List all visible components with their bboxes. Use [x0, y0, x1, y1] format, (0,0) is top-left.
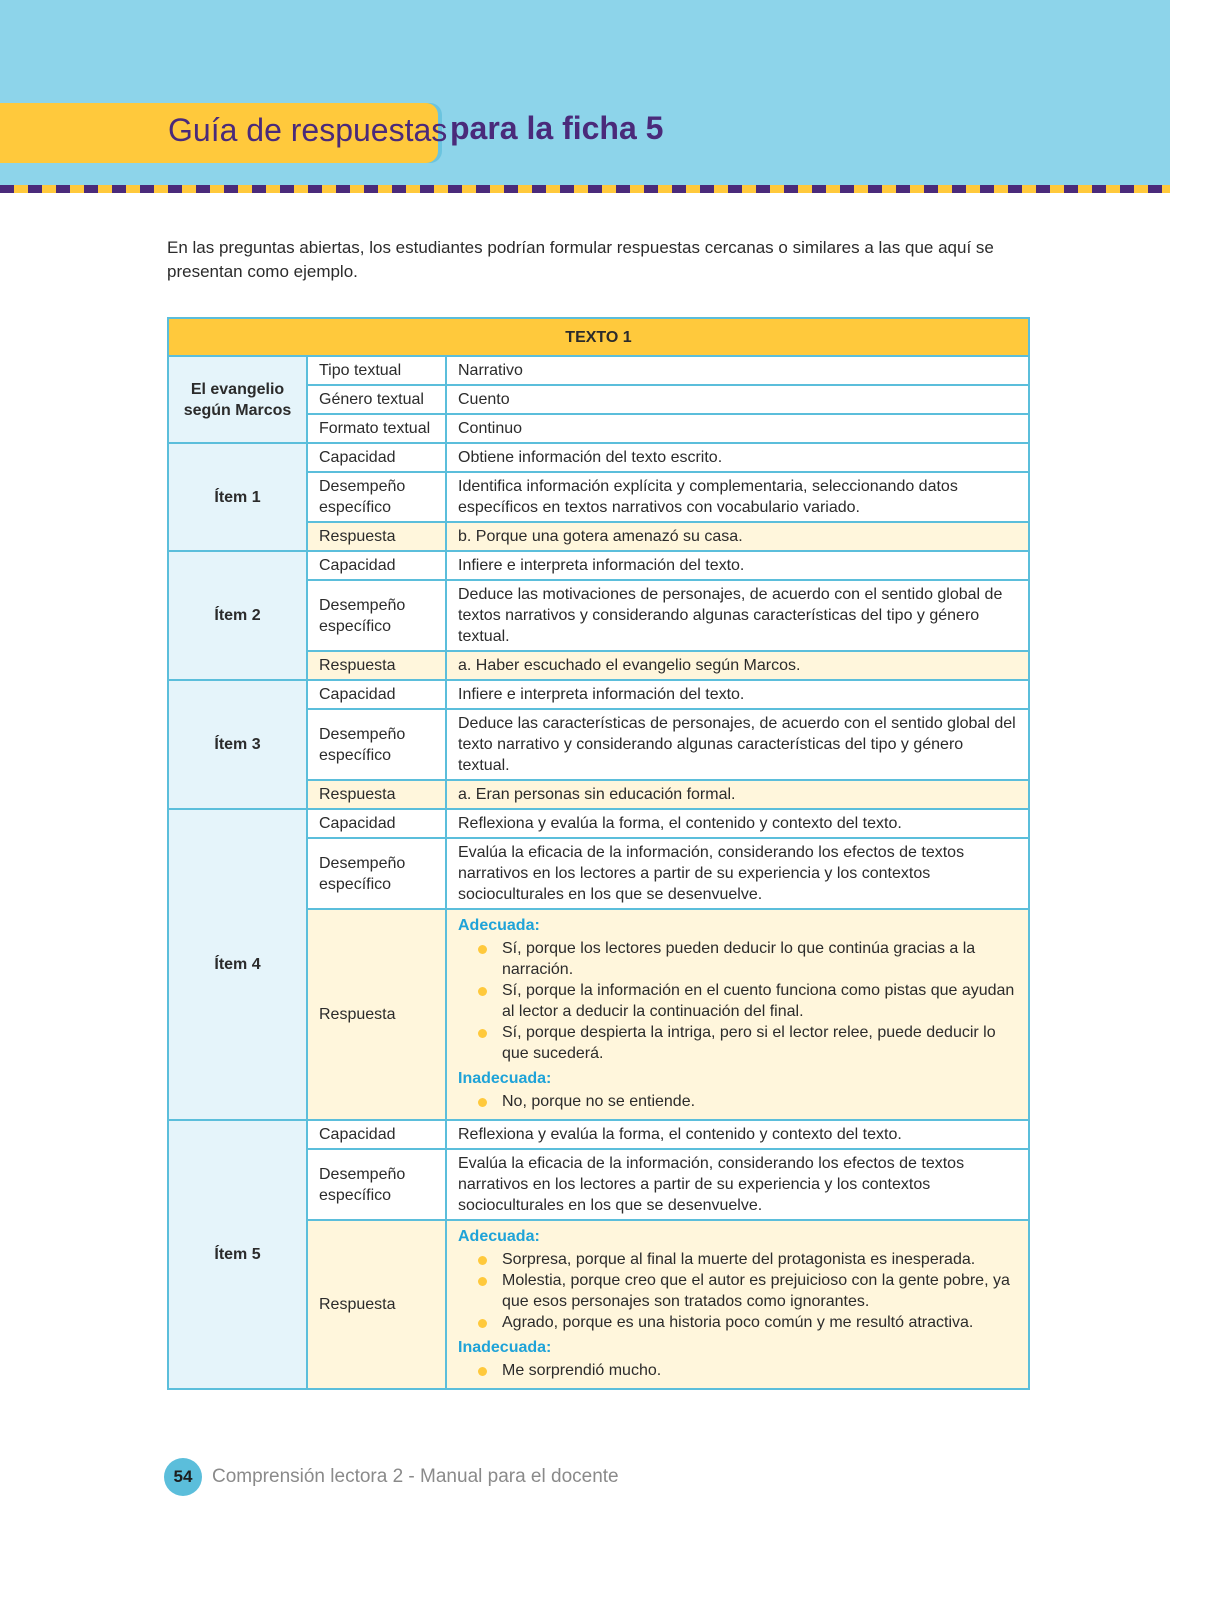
- adecuada-label: Adecuada:: [458, 1228, 540, 1245]
- intro-text: En las preguntas abiertas, los estudiantes podrían formular respuestas cercanas o similares a las que aquí se presentan como ejemplo.: [167, 238, 994, 281]
- capacidad-label: Capacidad: [307, 1120, 446, 1149]
- adecuada-label: Adecuada:: [458, 917, 540, 934]
- desempeno-value: Deduce las características de personajes, de acuerdo con el sentido global del texto narrativo y considerando algunas características del tipo y género textual.: [446, 709, 1029, 780]
- capacidad-label: Capacidad: [307, 551, 446, 580]
- list-item: Sorpresa, porque al final la muerte del protagonista es inesperada.: [458, 1249, 1017, 1270]
- footer-text: Comprensión lectora 2 - Manual para el docente: [212, 1466, 619, 1487]
- respuesta-value: [446, 1220, 1029, 1389]
- page-number: 54: [164, 1458, 202, 1496]
- capacidad-value: Infiere e interpreta información del texto.: [446, 680, 1029, 709]
- respuesta-label: Respuesta: [307, 522, 446, 551]
- page-title: Guía de respuestas: [168, 112, 448, 148]
- list-item: Molestia, porque creo que el autor es prejuicioso con la gente pobre, ya que esos personajes son tratados como ignorantes.: [458, 1270, 1017, 1312]
- desempeno-value: Evalúa la eficacia de la información, considerando los efectos de textos narrativos en los lectores a partir de su experiencia y los contextos socioculturales en los que se desenvuelve.: [446, 1149, 1029, 1220]
- desempeno-label: Desempeño específico: [307, 1149, 446, 1220]
- capacidad-value: Reflexiona y evalúa la forma, el contenido y contexto del texto.: [446, 1120, 1029, 1149]
- desempeno-value: Identifica información explícita y complementaria, seleccionando datos específicos en textos narrativos con vocabulario variado.: [446, 472, 1029, 522]
- respuesta-label: Respuesta: [307, 1220, 446, 1389]
- capacidad-value: Infiere e interpreta información del texto.: [446, 551, 1029, 580]
- respuesta-value: b. Porque una gotera amenazó su casa.: [446, 522, 1029, 551]
- respuesta-label: Respuesta: [307, 651, 446, 680]
- item-name-cell: Ítem 2: [168, 551, 307, 680]
- table-header-row: [168, 318, 1029, 356]
- desempeno-label: Desempeño específico: [307, 709, 446, 780]
- inadecuada-label: Inadecuada:: [458, 1339, 552, 1356]
- capacidad-label: Capacidad: [307, 809, 446, 838]
- table-heading: TEXTO 1: [168, 318, 1029, 356]
- item-name-cell: Ítem 5: [168, 1120, 307, 1389]
- item-name-cell: Ítem 1: [168, 443, 307, 551]
- list-item: Sí, porque la información en el cuento funciona como pistas que ayudan al lector a deducir la continuación del final.: [458, 980, 1017, 1022]
- row-label: Tipo textual: [307, 356, 446, 385]
- page-subtitle: para la ficha 5: [450, 110, 664, 146]
- adecuada-list: [458, 1249, 1017, 1333]
- desempeno-value: Evalúa la eficacia de la información, considerando los efectos de textos narrativos en los lectores a partir de su experiencia y los contextos socioculturales en los que se desenvuelve.: [446, 838, 1029, 909]
- desempeno-label: Desempeño específico: [307, 580, 446, 651]
- capacidad-label: Capacidad: [307, 680, 446, 709]
- desempeno-value: Deduce las motivaciones de personajes, de acuerdo con el sentido global de textos narrativos y considerando algunas características del tipo y género textual.: [446, 580, 1029, 651]
- list-item: Sí, porque despierta la intriga, pero si el lector relee, puede deducir lo que sucederá.: [458, 1022, 1017, 1064]
- decorative-stripe: [0, 185, 1170, 193]
- desempeno-label: Desempeño específico: [307, 838, 446, 909]
- row-label: Género textual: [307, 385, 446, 414]
- table-row: [168, 551, 1029, 580]
- answer-guide-table: [167, 317, 1030, 1390]
- list-item: No, porque no se entiende.: [458, 1091, 1017, 1112]
- respuesta-value: a. Haber escuchado el evangelio según Marcos.: [446, 651, 1029, 680]
- list-item: Me sorprendió mucho.: [458, 1360, 1017, 1381]
- adecuada-list: [458, 938, 1017, 1064]
- respuesta-value: a. Eran personas sin educación formal.: [446, 780, 1029, 809]
- table-row: [168, 1120, 1029, 1149]
- list-item: Sí, porque los lectores pueden deducir lo que continúa gracias a la narración.: [458, 938, 1017, 980]
- table-row: [168, 809, 1029, 838]
- item-name-cell: Ítem 4: [168, 809, 307, 1120]
- capacidad-value: Obtiene información del texto escrito.: [446, 443, 1029, 472]
- capacidad-label: Capacidad: [307, 443, 446, 472]
- respuesta-label: Respuesta: [307, 909, 446, 1120]
- inadecuada-list: [458, 1091, 1017, 1112]
- row-value: Narrativo: [446, 356, 1029, 385]
- text-name-cell: El evangelio según Marcos: [168, 356, 307, 443]
- row-value: Cuento: [446, 385, 1029, 414]
- respuesta-label: Respuesta: [307, 780, 446, 809]
- table-row: [168, 356, 1029, 385]
- table-row: [168, 443, 1029, 472]
- list-item: Agrado, porque es una historia poco común y me resultó atractiva.: [458, 1312, 1017, 1333]
- respuesta-value: [446, 909, 1029, 1120]
- row-value: Continuo: [446, 414, 1029, 443]
- inadecuada-label: Inadecuada:: [458, 1070, 552, 1087]
- table-row: [168, 680, 1029, 709]
- capacidad-value: Reflexiona y evalúa la forma, el contenido y contexto del texto.: [446, 809, 1029, 838]
- desempeno-label: Desempeño específico: [307, 472, 446, 522]
- row-label: Formato textual: [307, 414, 446, 443]
- inadecuada-list: [458, 1360, 1017, 1381]
- item-name-cell: Ítem 3: [168, 680, 307, 809]
